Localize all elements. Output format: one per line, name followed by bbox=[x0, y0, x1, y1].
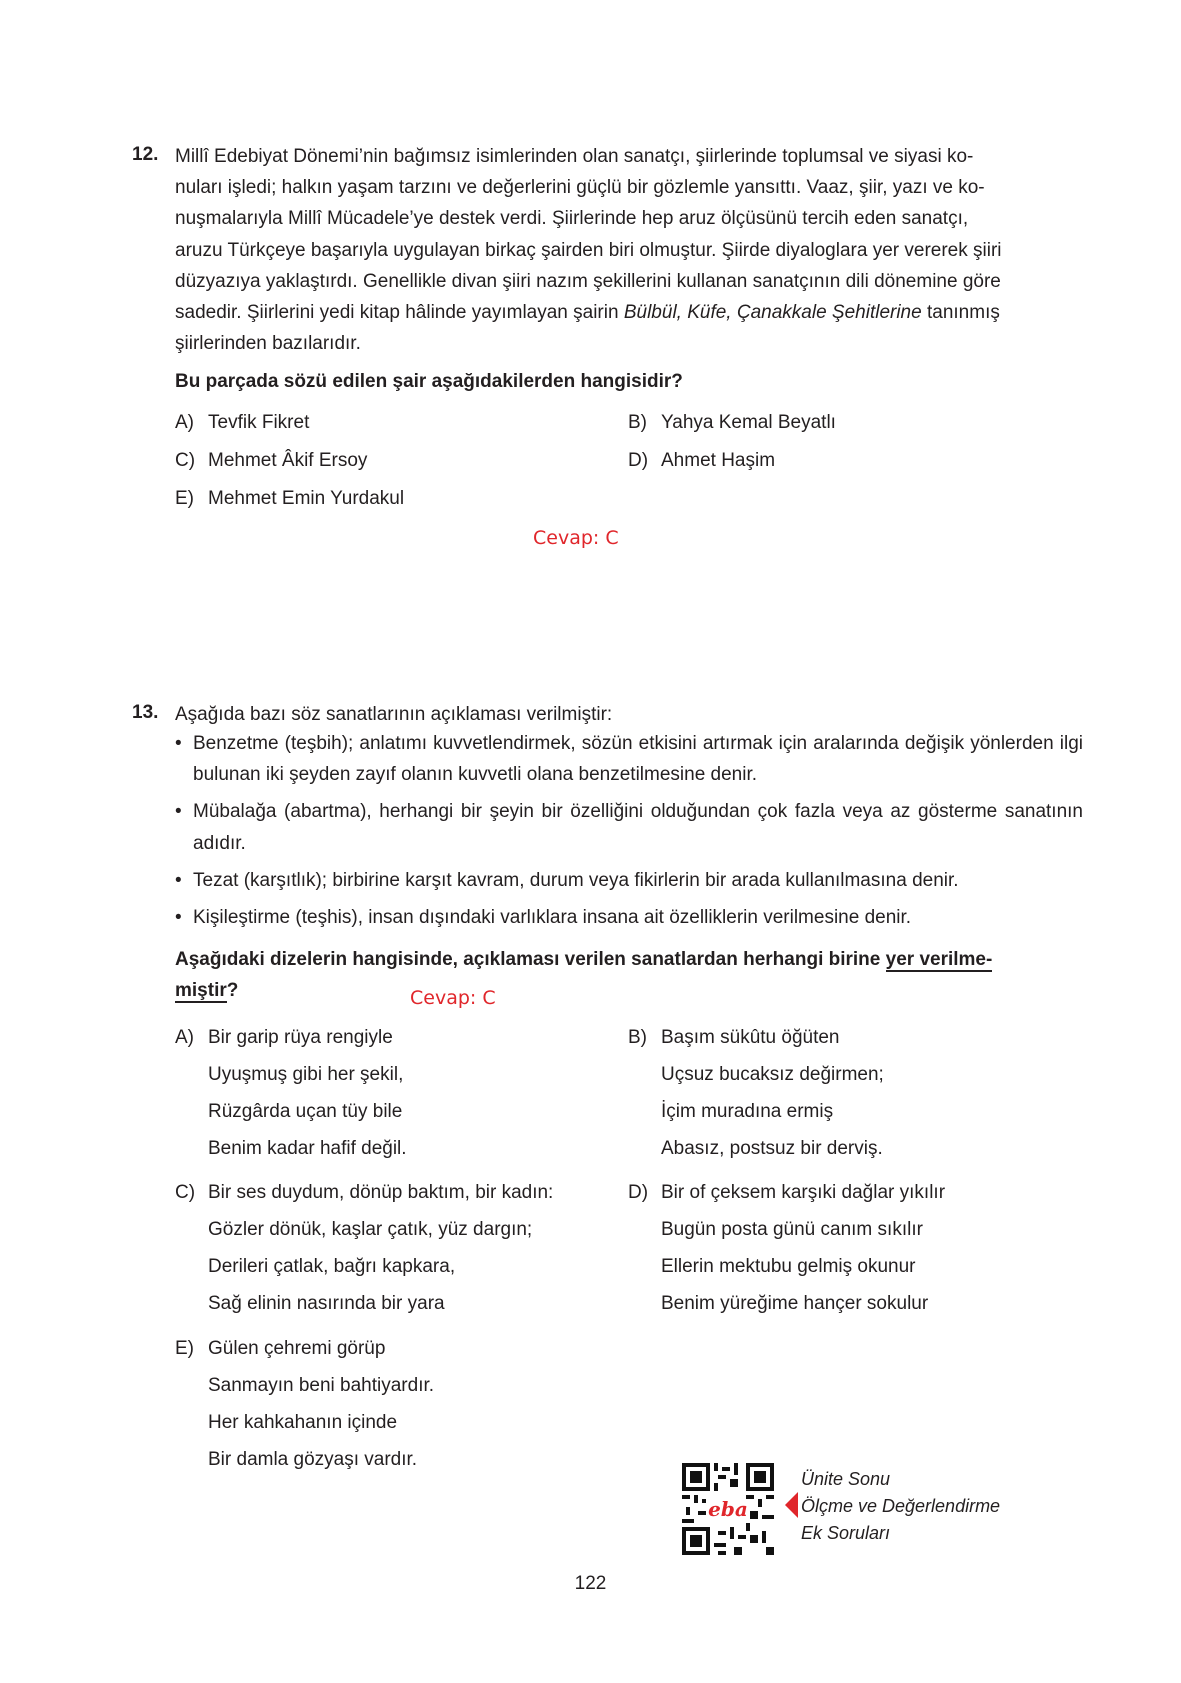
bullet-icon: • bbox=[175, 907, 182, 929]
q12-line-6 bbox=[175, 297, 1083, 328]
q12-line-5: düzyazıya yaklaştırdı. Genellikle divan şiiri nazım şekillerini kullanan sanatçının dili dönemine göre bbox=[175, 270, 1001, 292]
option-text: Tevfik Fikret bbox=[208, 412, 310, 433]
list-item: • Mübalağa (abartma), herhangi bir şeyin bir özelliğini olduğundan çok fazla veya az gösterme sanatının adıdır. bbox=[175, 796, 1083, 858]
q12-line-6-end: tanınmış bbox=[921, 302, 1000, 324]
question-12-number: 12. bbox=[132, 144, 159, 165]
option-letter: B) bbox=[628, 412, 647, 433]
verse-line: Gülen çehremi görüp bbox=[208, 1338, 386, 1359]
page-number: 122 bbox=[574, 1573, 607, 1594]
option-letter: D) bbox=[628, 450, 649, 471]
verse-line: Bir garip rüya rengiyle bbox=[208, 1027, 393, 1048]
option-text: Mehmet Âkif Ersoy bbox=[208, 450, 368, 471]
q12-line-1: Millî Edebiyat Dönemi’nin bağımsız isimlerinden olan sanatçı, şiirlerinde toplumsal ve siyasi ko- bbox=[175, 146, 974, 167]
q13-option-b[interactable] bbox=[628, 1019, 884, 1167]
question-12-prompt: Bu parçada sözü edilen şair aşağıdakilerden hangisidir? bbox=[175, 371, 683, 392]
extra-line: Ölçme ve Değerlendirme bbox=[801, 1496, 1001, 1516]
q12-line-6-start: sadedir. Şiirlerini yedi kitap hâlinde yayımlayan şairin bbox=[175, 302, 624, 324]
verse-line: Uyuşmuş gibi her şekil, bbox=[208, 1064, 404, 1085]
option-letter: E) bbox=[175, 488, 194, 509]
verse-line: Derileri çatlak, bağrı kapkara, bbox=[208, 1256, 456, 1277]
q12-option-d[interactable] bbox=[628, 445, 775, 476]
q12-line-7: şiirlerinden bazılarıdır. bbox=[175, 333, 361, 355]
verse-line: Bir ses duydum, dönüp baktım, bir kadın: bbox=[208, 1182, 554, 1203]
option-letter: D) bbox=[628, 1182, 649, 1203]
q12-option-a[interactable] bbox=[175, 407, 309, 438]
q13-answer: Cevap: C bbox=[410, 987, 496, 1009]
option-letter: C) bbox=[175, 1182, 196, 1203]
q12-option-c[interactable] bbox=[175, 445, 367, 476]
verse-line: Sağ elinin nasırında bir yara bbox=[208, 1293, 445, 1314]
option-letter: B) bbox=[628, 1027, 647, 1048]
q12-option-b[interactable] bbox=[628, 407, 836, 438]
figures-of-speech-list bbox=[175, 728, 1083, 939]
q12-line-4: aruzu Türkçeye başarıyla uygulayan birkaç şairden biri olmuştur. Şiirde diyaloglara yer vererek şiiri bbox=[175, 239, 1002, 261]
option-text: Mehmet Emin Yurdakul bbox=[208, 488, 405, 509]
option-letter: A) bbox=[175, 412, 194, 433]
negation-underline: yer verilme- bbox=[885, 949, 993, 970]
list-item: • Kişileştirme (teşhis), insan dışındaki varlıklara insana ait özelliklerin verilmesine denir. bbox=[175, 902, 1083, 933]
verse-line: Benim yüreğime hançer sokulur bbox=[661, 1293, 929, 1314]
verse-line: Bugün posta günü canım sıkılır bbox=[661, 1219, 923, 1240]
extra-line: Ek Soruları bbox=[801, 1523, 891, 1543]
question-13-intro: Aşağıda bazı söz sanatlarının açıklaması verilmiştir: bbox=[175, 704, 613, 725]
verse-line: Gözler dönük, kaşlar çatık, yüz dargın; bbox=[208, 1219, 533, 1240]
option-letter: A) bbox=[175, 1027, 194, 1048]
q12-poem-titles: Bülbül, Küfe, Çanakkale Şehitlerine bbox=[623, 302, 922, 324]
list-item: • Benzetme (teşbih); anlatımı kuvvetlendirmek, sözün etkisini artırmak için aralarında değişik yönlerden ilgi bulunan iki şeyden zayıf olanın kuvvetli olana benzetilmesine denir. bbox=[175, 728, 1083, 790]
verse-line: Her kahkahanın içinde bbox=[208, 1412, 398, 1433]
q13-option-a[interactable] bbox=[175, 1019, 407, 1167]
question-13-number: 13. bbox=[132, 702, 159, 723]
bullet-icon: • bbox=[175, 801, 182, 823]
qr-code-icon[interactable] bbox=[682, 1463, 774, 1555]
verse-line: Rüzgârda uçan tüy bile bbox=[208, 1101, 403, 1122]
option-text: Ahmet Haşim bbox=[661, 450, 776, 471]
q13-option-c[interactable] bbox=[175, 1174, 553, 1322]
verse-line: Bir damla gözyaşı vardır. bbox=[208, 1449, 418, 1470]
verse-line: Başım sükûtu öğüten bbox=[661, 1027, 840, 1048]
bullet-icon: • bbox=[175, 733, 182, 754]
verse-line: Benim kadar hafif değil. bbox=[208, 1138, 407, 1159]
pointer-arrow-icon bbox=[785, 1492, 798, 1518]
question-13-prompt: Aşağıdaki dizelerin hangisinde, açıklaması verilen sanatlardan herhangi birine yer verilme- miştir? bbox=[175, 949, 993, 1001]
q13-option-e[interactable] bbox=[175, 1330, 434, 1478]
option-letter: E) bbox=[175, 1338, 194, 1359]
q12-option-e[interactable] bbox=[175, 483, 404, 514]
verse-line: Bir of çeksem karşıki dağlar yıkılır bbox=[661, 1182, 946, 1203]
verse-line: İçim muradına ermiş bbox=[661, 1101, 834, 1122]
eba-logo: eba bbox=[708, 1496, 748, 1521]
q12-answer: Cevap: C bbox=[533, 527, 619, 549]
q12-line-3: nuşmalarıyla Millî Mücadele’ye destek verdi. Şiirlerinde hep aruz ölçüsünü tercih eden sanatçı, bbox=[175, 208, 969, 230]
question-12-stem bbox=[175, 141, 1083, 359]
extra-questions-link[interactable] bbox=[801, 1466, 1000, 1547]
verse-line: Uçsuz bucaksız değirmen; bbox=[661, 1064, 884, 1085]
list-item: • Tezat (karşıtlık); birbirine karşıt kavram, durum veya fikirlerin bir arada kullanılmasına denir. bbox=[175, 865, 1083, 896]
extra-line: Ünite Sonu bbox=[801, 1469, 891, 1489]
verse-line: Abasız, postsuz bir derviş. bbox=[661, 1138, 883, 1159]
verse-line: Sanmayın beni bahtiyardır. bbox=[208, 1375, 435, 1396]
q13-option-d[interactable] bbox=[628, 1174, 945, 1322]
verse-line: Ellerin mektubu gelmiş okunur bbox=[661, 1256, 916, 1277]
bullet-icon: • bbox=[175, 869, 182, 891]
q12-line-2: nuları işledi; halkın yaşam tarzını ve değerlerini güçlü bir gözlemle yansıttı. Vaaz, şiir, yazı ve ko- bbox=[175, 177, 985, 199]
option-letter: C) bbox=[175, 450, 196, 471]
option-text: Yahya Kemal Beyatlı bbox=[661, 412, 836, 433]
negation-underline: miştir bbox=[175, 980, 227, 1001]
